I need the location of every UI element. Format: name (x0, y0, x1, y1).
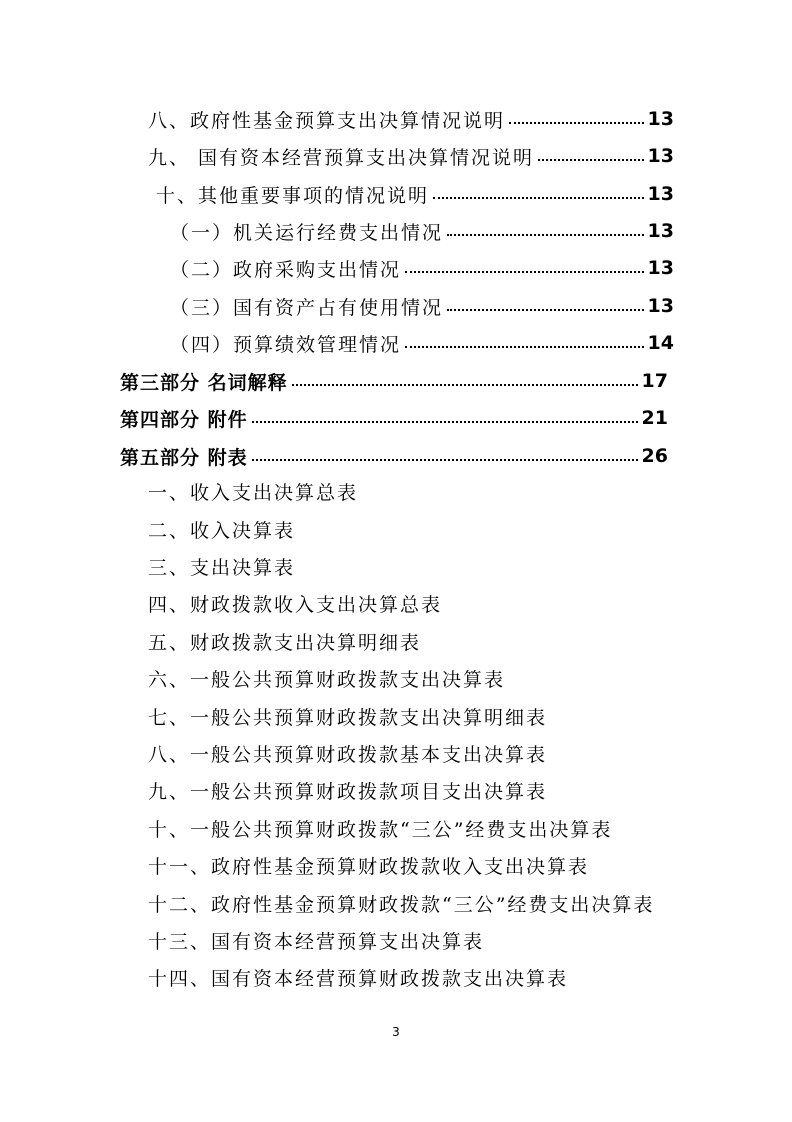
toc-entry[interactable] (156, 179, 674, 209)
toc-entry[interactable] (148, 141, 674, 171)
toc-leader-dots (509, 122, 644, 124)
toc-entry-label: （四）预算绩效管理情况 (170, 333, 402, 356)
toc-entry-label: 八、政府性基金预算支出决算情况说明 (148, 109, 506, 132)
table-list-item[interactable]: 一、收入支出决算总表 (148, 482, 359, 504)
toc-leader-dots (252, 459, 638, 461)
page-number: 3 (392, 1025, 400, 1039)
table-list-item[interactable]: 四、财政拨款收入支出决算总表 (148, 594, 443, 616)
table-list-item[interactable]: 九、一般公共预算财政拨款项目支出决算表 (148, 781, 548, 803)
toc-entry-label: （一）机关运行经费支出情况 (170, 221, 444, 244)
toc-entry[interactable] (170, 291, 674, 321)
toc-entry-page: 13 (647, 220, 674, 242)
table-list-item[interactable]: 七、一般公共预算财政拨款支出决算明细表 (148, 707, 548, 729)
toc-leader-dots (447, 234, 644, 236)
table-list-item[interactable]: 五、财政拨款支出决算明细表 (148, 632, 422, 654)
toc-entry-page: 17 (641, 370, 668, 392)
toc-leader-dots (405, 271, 644, 273)
table-list-item[interactable]: 十三、国有资本经营预算支出决算表 (148, 931, 485, 953)
toc-entry-page: 21 (641, 407, 668, 429)
toc-entry-part[interactable] (120, 441, 668, 471)
toc-entry-label: （三）国有资产占有使用情况 (170, 296, 444, 319)
toc-leader-dots (538, 159, 644, 161)
toc-entry-label: 第三部分 名词解释 (120, 371, 288, 394)
toc-entry-page: 13 (647, 145, 674, 167)
toc-entry[interactable] (170, 216, 674, 246)
toc-entry-page: 13 (647, 257, 674, 279)
toc-leader-dots (405, 346, 644, 348)
table-list-item[interactable]: 十、一般公共预算财政拨款“三公”经费支出决算表 (148, 819, 613, 841)
toc-entry-page: 26 (641, 445, 668, 467)
toc-entry[interactable] (148, 104, 674, 134)
toc-entry[interactable] (170, 253, 674, 283)
toc-entry-label: 九、 国有资本经营预算支出决算情况说明 (148, 146, 535, 169)
table-list-item[interactable]: 十二、政府性基金预算财政拨款“三公”经费支出决算表 (148, 894, 655, 916)
toc-entry-page: 13 (647, 295, 674, 317)
toc-entry[interactable] (170, 328, 674, 358)
toc-entry-label: 第五部分 附表 (120, 446, 248, 469)
toc-entry-page: 13 (647, 183, 674, 205)
table-list-item[interactable]: 二、收入决算表 (148, 520, 296, 542)
toc-entry-label: 十、其他重要事项的情况说明 (156, 184, 430, 207)
table-list-item[interactable]: 六、一般公共预算财政拨款支出决算表 (148, 669, 506, 691)
toc-leader-dots (447, 309, 644, 311)
table-list-item[interactable]: 十四、国有资本经营预算财政拨款支出决算表 (148, 968, 569, 990)
toc-leader-dots (292, 384, 638, 386)
table-list-item[interactable]: 十一、政府性基金预算财政拨款收入支出决算表 (148, 856, 590, 878)
toc-leader-dots (433, 197, 644, 199)
table-list-item[interactable]: 三、支出决算表 (148, 557, 296, 579)
toc-entry-part[interactable] (120, 403, 668, 433)
toc-leader-dots (252, 421, 638, 423)
toc-entry-page: 13 (647, 108, 674, 130)
toc-entry-label: （二）政府采购支出情况 (170, 258, 402, 281)
toc-entry-page: 14 (647, 332, 674, 354)
toc-entry-label: 第四部分 附件 (120, 408, 248, 431)
toc-entry-part[interactable] (120, 366, 668, 396)
table-list-item[interactable]: 八、一般公共预算财政拨款基本支出决算表 (148, 744, 548, 766)
